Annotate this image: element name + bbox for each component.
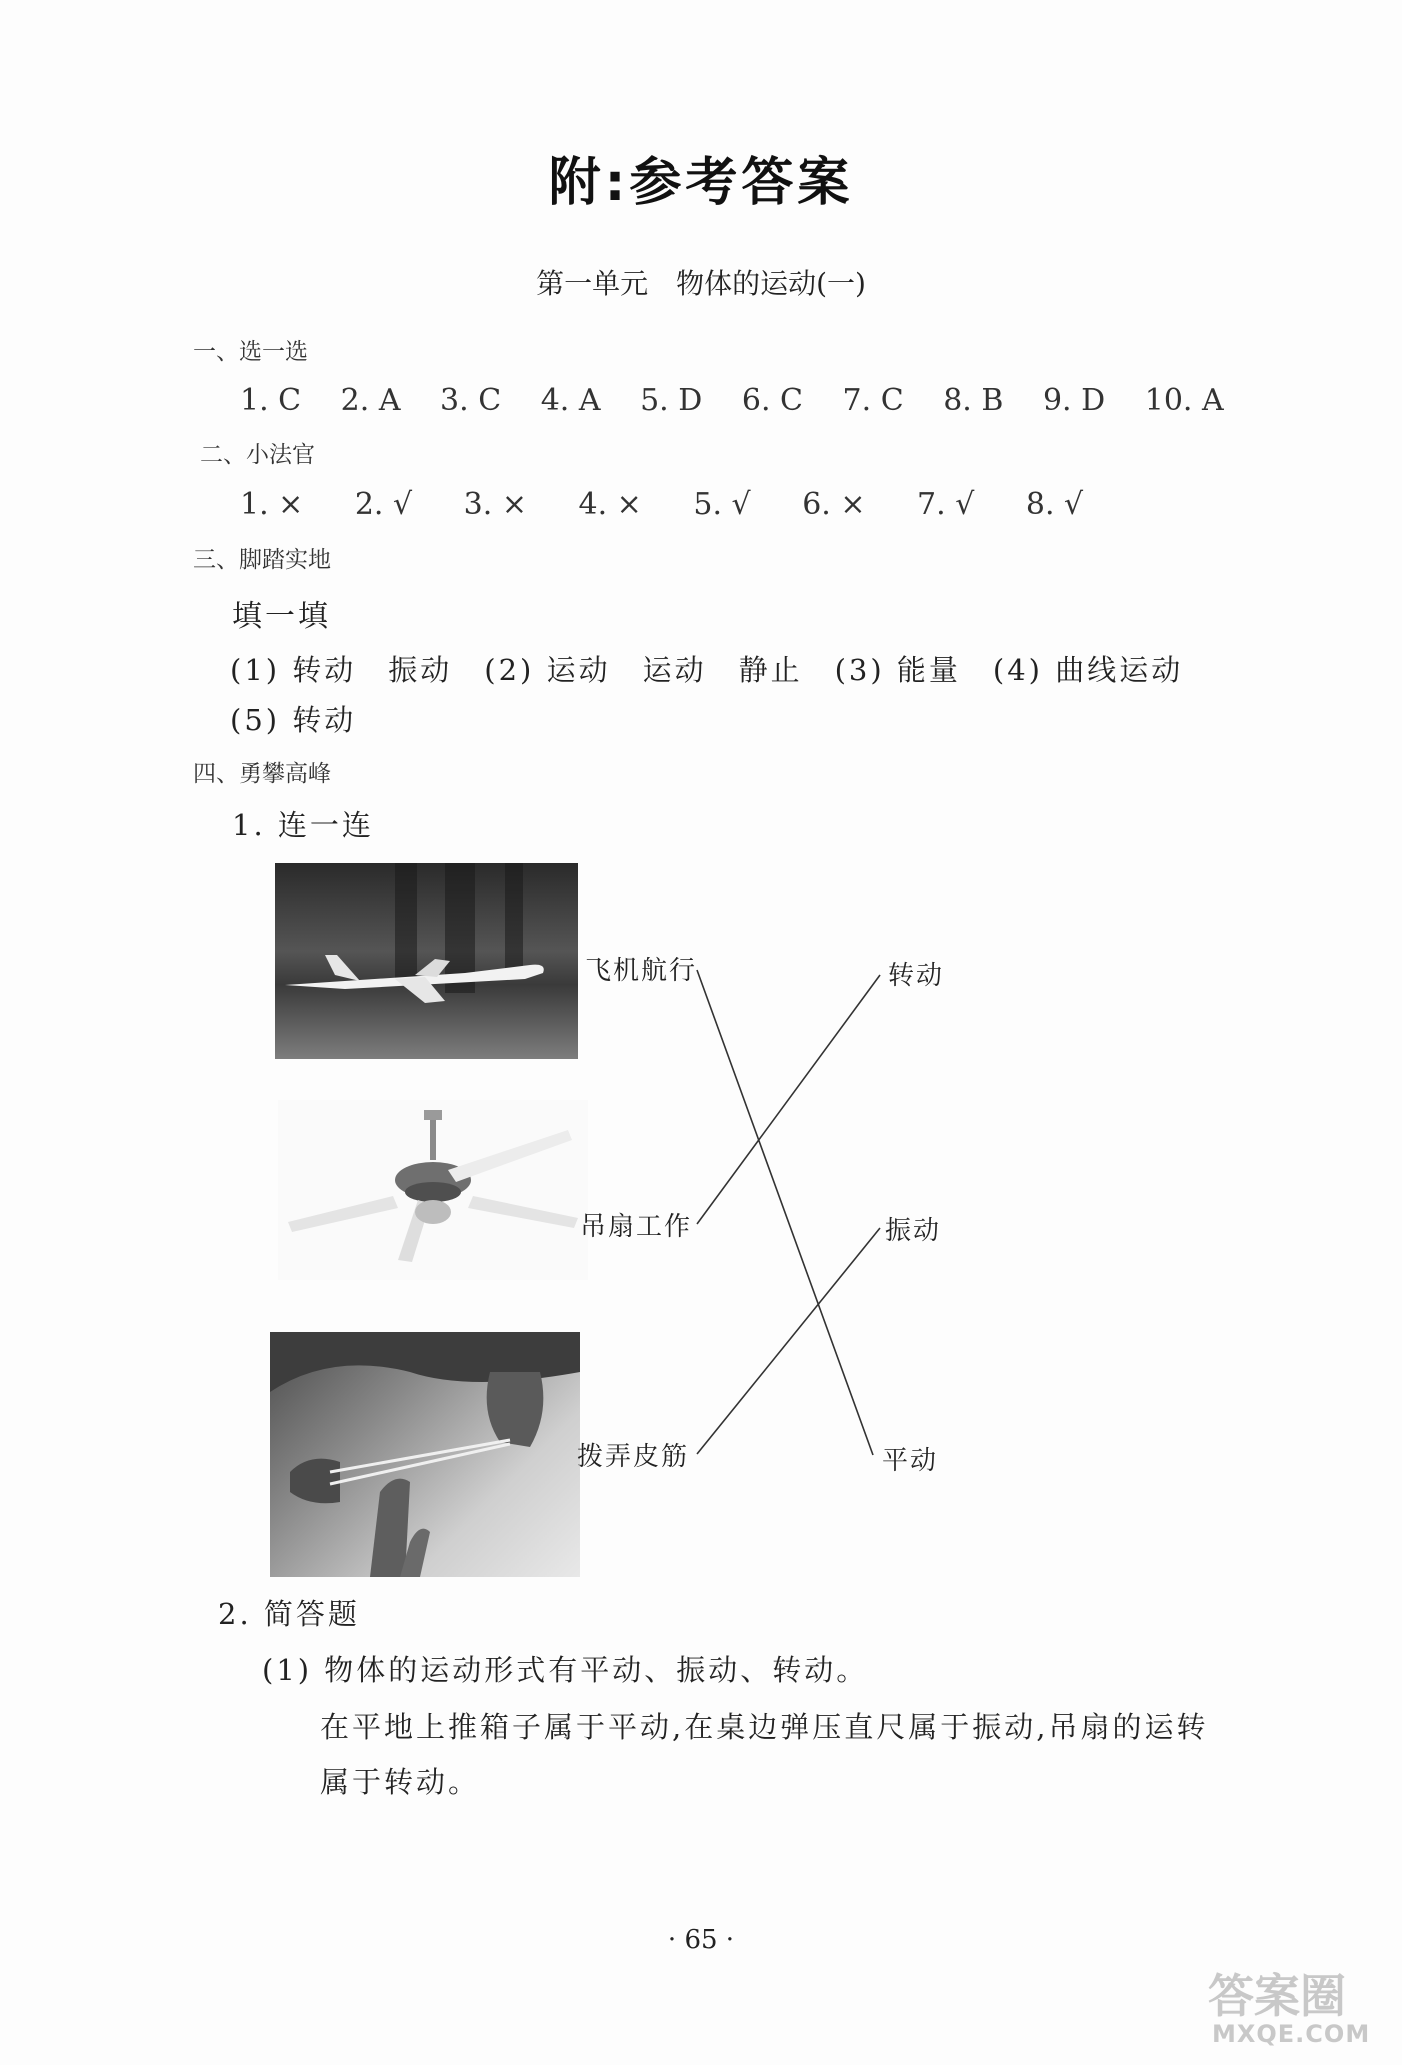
choice-answer: 3. C bbox=[440, 383, 502, 418]
section-heading-fill: 三、脚踏实地 bbox=[193, 547, 331, 573]
fill-heading: 填一填 bbox=[232, 599, 331, 634]
unit-subtitle: 第一单元 物体的运动(一) bbox=[536, 267, 866, 300]
choice-answer: 5. D bbox=[640, 383, 703, 418]
choice-answer: 7. C bbox=[842, 383, 904, 418]
watermark-url: MXQE.COM bbox=[1212, 2020, 1371, 2048]
choice-answer: 10. A bbox=[1144, 383, 1224, 418]
match-left-airplane: 飞机航行 bbox=[585, 956, 698, 986]
line-airplane-translation bbox=[697, 970, 873, 1455]
section-heading-challenge: 四、勇攀高峰 bbox=[193, 761, 331, 787]
match-left-fan: 吊扇工作 bbox=[580, 1212, 693, 1242]
match-right-translation: 平动 bbox=[882, 1446, 939, 1476]
judge-answer: 8. √ bbox=[1025, 487, 1084, 522]
fill-answer-line-1: (1) 转动 振动 (2) 运动 运动 静止 (3) 能量 (4) 曲线运动 bbox=[230, 653, 1184, 687]
line-fan-rotation bbox=[697, 975, 880, 1224]
choice-answer: 2. A bbox=[340, 383, 401, 418]
page-title: 附:参考答案 bbox=[548, 153, 854, 213]
judge-answer: 3. × bbox=[463, 487, 527, 522]
choice-answer: 6. C bbox=[741, 383, 803, 418]
choice-answer: 8. B bbox=[943, 383, 1004, 418]
judge-answer: 4. × bbox=[578, 487, 642, 522]
choice-answer: 4. A bbox=[540, 383, 601, 418]
judge-answer: 6. × bbox=[802, 487, 866, 522]
watermark-brand: 答案圈 bbox=[1208, 1969, 1346, 2023]
match-right-rotation: 转动 bbox=[888, 961, 945, 991]
page-number: · 65 · bbox=[667, 1925, 735, 1955]
section-heading-judge: 二、小法官 bbox=[200, 442, 315, 468]
judge-answer: 7. √ bbox=[917, 487, 975, 522]
match-heading: 1. 连一连 bbox=[232, 808, 374, 842]
short-answer-line-3: 属于转动。 bbox=[320, 1765, 481, 1799]
match-right-vibration: 振动 bbox=[885, 1216, 942, 1246]
choice-answer: 1. C bbox=[240, 383, 302, 418]
choice-answer: 9. D bbox=[1042, 383, 1106, 418]
short-answer-line-2: 在平地上推箱子属于平动,在桌边弹压直尺属于振动,吊扇的运转 bbox=[320, 1710, 1209, 1744]
judge-answer: 1. × bbox=[240, 487, 304, 522]
judge-answer: 2. √ bbox=[354, 487, 413, 522]
section-heading-choice: 一、选一选 bbox=[193, 339, 308, 365]
line-band-vibration bbox=[697, 1228, 880, 1454]
judge-answer: 5. √ bbox=[693, 487, 751, 522]
fill-answer-line-2: (5) 转动 bbox=[230, 703, 357, 737]
short-answer-line-1: (1) 物体的运动形式有平动、振动、转动。 bbox=[262, 1653, 869, 1687]
short-answer-heading: 2. 简答题 bbox=[218, 1597, 360, 1631]
match-left-band: 拨弄皮筋 bbox=[577, 1442, 690, 1472]
